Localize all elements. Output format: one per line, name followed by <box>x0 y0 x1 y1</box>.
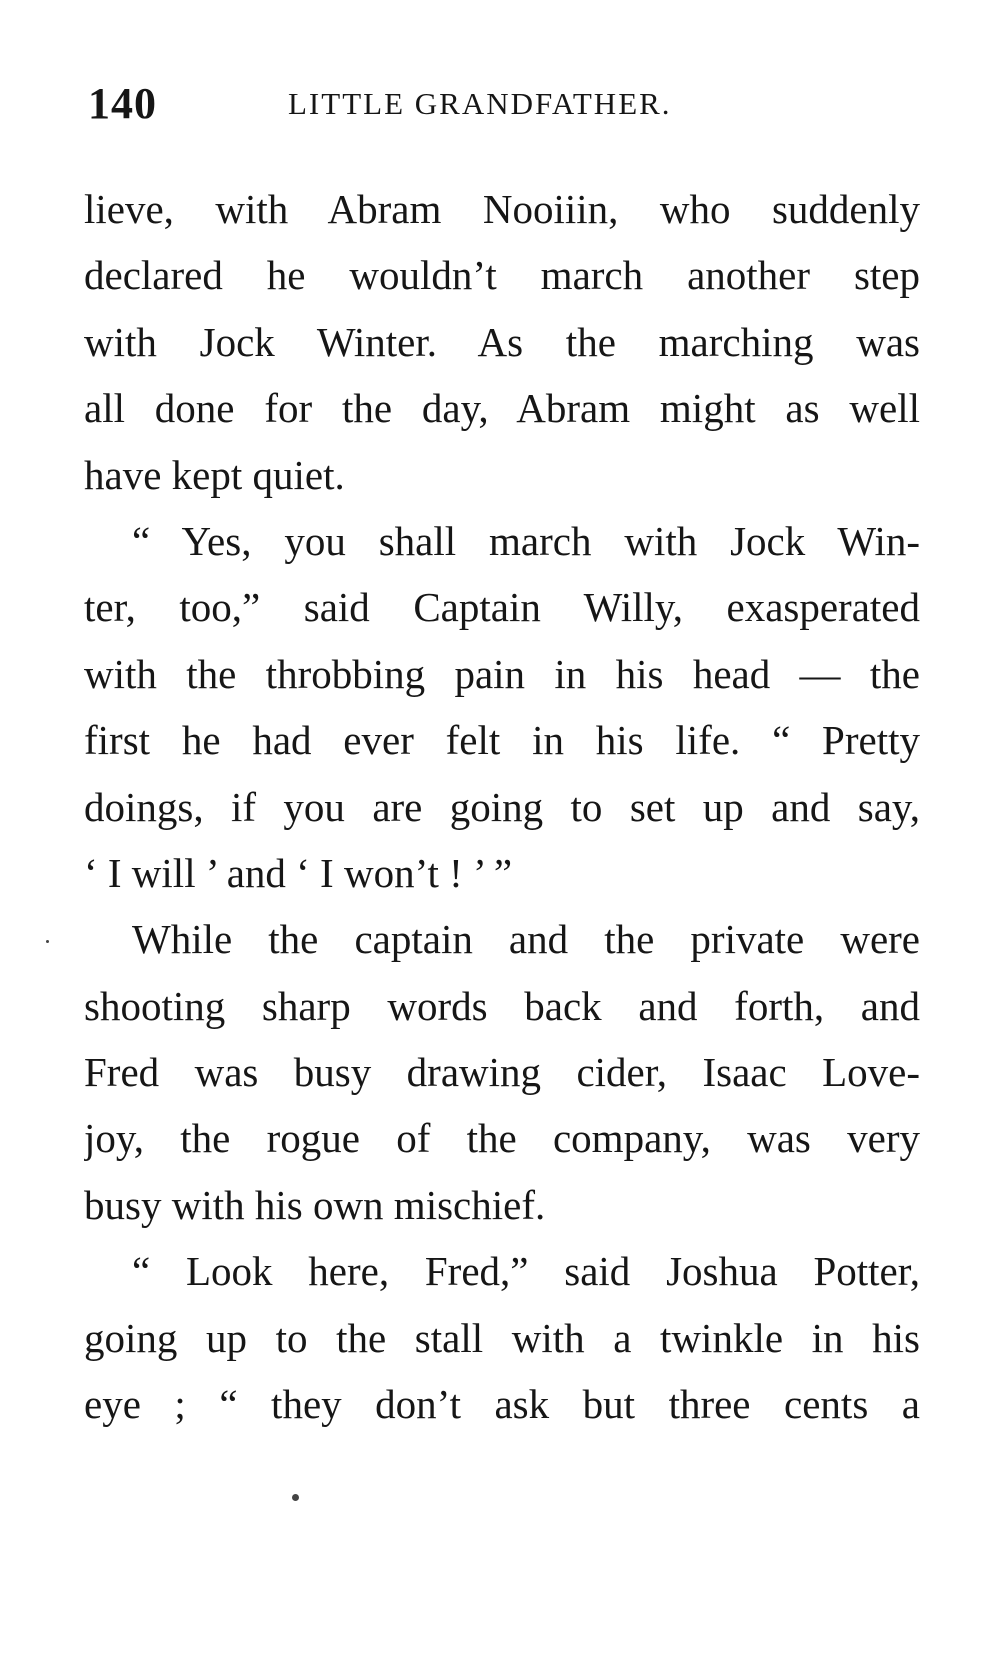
text-line: ter, too,” said Captain Willy, exasperated <box>84 584 920 631</box>
text-line: declared he wouldn’t march another step <box>84 252 920 299</box>
text-line: joy, the rogue of the company, was very <box>84 1115 920 1162</box>
text-line: doings, if you are going to set up and say, <box>84 783 920 830</box>
text-line: “ Look here, Fred,” said Joshua Potter, <box>132 1248 920 1295</box>
text-line: ‘ I will ’ and ‘ I won’t ! ’ ” <box>84 849 513 896</box>
text-line: with Jock Winter. As the marching was <box>84 318 920 365</box>
text-line: eye ; “ they don’t ask but three cents a <box>84 1381 920 1428</box>
text-line: have kept quiet. <box>84 451 345 498</box>
text-line: first he had ever felt in his life. “ Pretty <box>84 717 920 764</box>
text-line: going up to the stall with a twinkle in his <box>84 1314 920 1361</box>
print-speck <box>292 1494 299 1501</box>
running-title: LITTLE GRANDFATHER. <box>288 86 672 121</box>
print-speck <box>46 940 49 943</box>
page-number: 140 <box>88 79 157 128</box>
text-line: shooting sharp words back and forth, and <box>84 982 920 1029</box>
text-line: all done for the day, Abram might as well <box>84 385 920 432</box>
text-line: “ Yes, you shall march with Jock Win- <box>132 517 920 564</box>
text-line: Fred was busy drawing cider, Isaac Love- <box>84 1049 920 1096</box>
text-line: busy with his own mischief. <box>84 1181 546 1228</box>
text-line: lieve, with Abram Nooiiin, who suddenly <box>84 186 920 232</box>
text-line: While the captain and the private were <box>132 916 920 963</box>
body-text <box>84 176 920 1437</box>
text-line: with the throbbing pain in his head — the <box>84 650 920 697</box>
